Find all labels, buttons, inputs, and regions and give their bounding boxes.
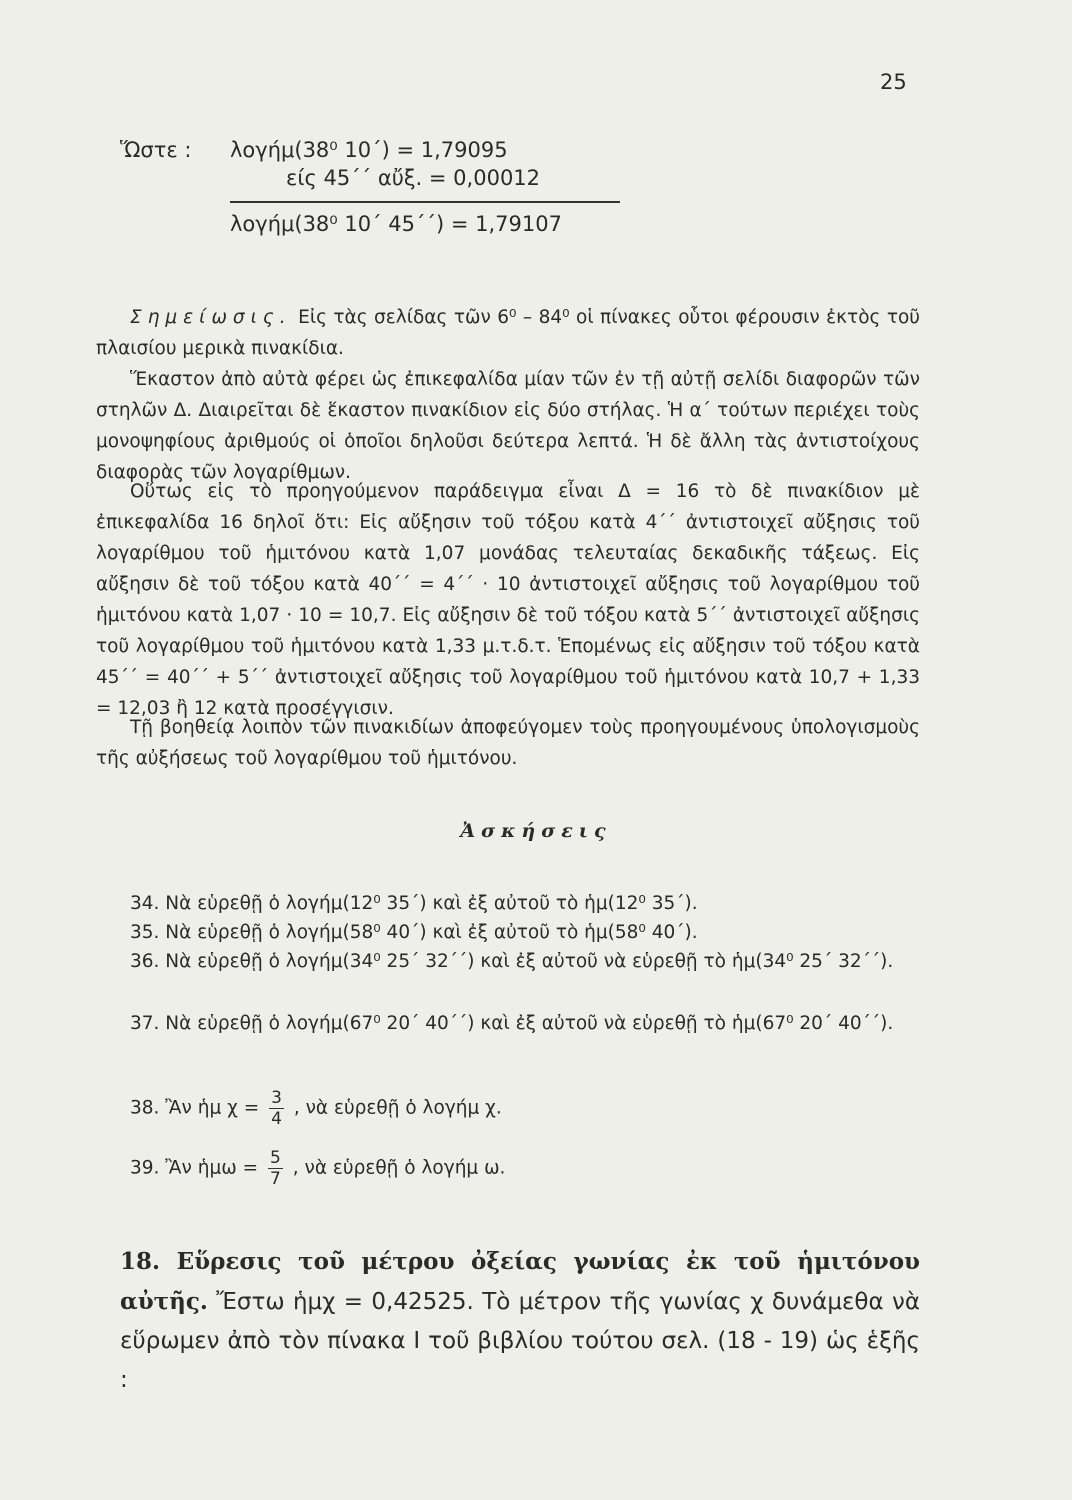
- paragraph-differences: Ἕκαστον ἀπὸ αὐτὰ φέρει ὡς ἐπικεφαλίδα μίαν τῶν ἐν τῇ αὐτῇ σελίδι διαφορῶν τῶν στηλῶν Δ. Διαιρεῖται δὲ ἕκαστον πινακίδιον εἰς δύο στήλας. Ἡ α΄ τούτων περιέχει τοὺς μονοψηφίους ἀριθμούς οἱ ὁποῖοι δηλοῦσι δεύτερα λεπτά. Ἡ δὲ ἄλλη τὰς ἀντιστοίχους διαφορὰς τῶν λογαρίθμων.: [96, 369, 920, 483]
- fraction-denominator: 7: [270, 1169, 281, 1189]
- exercises-heading: Ἀσκήσεις: [460, 820, 612, 842]
- example-line-2: είς 45΄΄ αὔξ. = 0,00012: [286, 166, 541, 190]
- exercise-37: 37. Νὰ εὑρεθῇ ὁ λογήμ(67⁰ 20΄ 40΄΄) καὶ ἐξ αὐτοῦ νὰ εὑρεθῇ τὸ ἡμ(67⁰ 20΄ 40΄΄).: [130, 1013, 894, 1034]
- exercise-38-post: , νὰ εὑρεθῇ ὁ λογήμ χ.: [293, 1097, 502, 1119]
- exercise-39-pre: 39. Ἂν ἡμω =: [130, 1157, 259, 1179]
- exercise-39: [130, 1148, 505, 1189]
- exercise-34: 34. Νὰ εὑρεθῇ ὁ λογήμ(12⁰ 35΄) καὶ ἐξ αὐτοῦ τὸ ἡμ(12⁰ 35΄).: [130, 893, 698, 914]
- fraction-three-quarters: [269, 1088, 284, 1129]
- exercise-35: 35. Νὰ εὑρεθῇ ὁ λογήμ(58⁰ 40΄) καὶ ἐξ αὐτοῦ τὸ ἡμ(58⁰ 40΄).: [130, 922, 698, 943]
- exercise-36: 36. Νὰ εὑρεθῇ ὁ λογήμ(34⁰ 25΄ 32΄΄) καὶ ἐξ αὐτοῦ νὰ εὑρεθῇ τὸ ἡμ(34⁰ 25΄ 32΄΄).: [130, 951, 894, 972]
- exercise-38: [130, 1088, 502, 1129]
- note-text: Εἰς τὰς σελίδας τῶν 6⁰ – 84⁰ οἱ πίνακες οὗτοι φέρουσιν ἐκτὸς τοῦ πλαισίου μερικὰ πινακίδια.: [96, 307, 920, 359]
- example-line-3: λογήμ(38⁰ 10΄ 45΄΄) = 1,79107: [230, 212, 562, 236]
- example-line-1: λογήμ(38⁰ 10΄) = 1,79095: [230, 138, 508, 162]
- fraction-five-sevenths: [268, 1148, 283, 1189]
- section-heading: 18. Εὕρεσις τοῦ μέτρου ὀξείας γωνίας ἐκ τοῦ ἡμιτόνου αὐτῆς.: [120, 1248, 920, 1315]
- note-paragraph: [96, 302, 920, 364]
- section-18: [120, 1242, 920, 1400]
- page-number: 25: [880, 70, 907, 94]
- exercise-38-pre: 38. Ἂν ἡμ χ =: [130, 1097, 260, 1119]
- note-lead: Σημείωσις.: [130, 307, 292, 328]
- example-label: Ὥστε :: [120, 138, 192, 162]
- sum-rule: [230, 201, 620, 203]
- exercise-39-post: , νὰ εὑρεθῇ ὁ λογήμ ω.: [292, 1157, 506, 1179]
- section-text: Ἔστω ἡμχ = 0,42525. Τὸ μέτρον τῆς γωνίας χ δυνάμεθα νὰ εὕρωμεν ἀπὸ τὸν πίνακα Ι τοῦ βιβλίου τούτου σελ. (18 - 19) ὡς ἑξῆς :: [120, 1289, 920, 1393]
- fraction-numerator: 5: [270, 1148, 281, 1168]
- paragraph-example: Οὕτως εἰς τὸ προηγούμενον παράδειγμα εἶναι Δ = 16 τὸ δὲ πινακίδιον μὲ ἐπικεφαλίδα 16 δηλοῖ ὅτι: Εἰς αὔξησιν τοῦ τόξου κατὰ 4΄΄ ἀντιστοιχεῖ αὔξησις τοῦ λογαρίθμου τοῦ ἡμιτόνου κατὰ 1,07 μονάδας τελευταίας δεκαδικῆς τάξεως. Εἰς αὔξησιν δὲ τοῦ τόξου κατὰ 40΄΄ = 4΄΄ · 10 ἀντιστοιχεῖ αὔξησις τοῦ λογαρίθμου τοῦ ἡμιτόνου κατὰ 1,07 · 10 = 10,7. Εἰς αὔξησιν δὲ τοῦ τόξου κατὰ 5΄΄ ἀντιστοιχεῖ αὔξησις τοῦ λογαρίθμου τοῦ ἡμιτόνου κατὰ 1,33 μ.τ.δ.τ. Ἑπομένως εἰς αὔξησιν τοῦ τόξου κατὰ 45΄΄ = 40΄΄ + 5΄΄ ἀντιστοιχεῖ αὔξησις τοῦ λογαρίθμου τοῦ ἡμιτόνου κατὰ 10,7 + 1,33 = 12,03 ἢ 12 κατὰ προσέγγισιν.: [96, 481, 920, 719]
- paragraph-conclusion: Τῇ βοηθείᾳ λοιπὸν τῶν πινακιδίων ἀποφεύγομεν τοὺς προηγουμένους ὑπολογισμοὺς τῆς αὐξήσεως τοῦ λογαρίθμου τοῦ ἡμιτόνου.: [96, 717, 920, 769]
- fraction-denominator: 4: [271, 1109, 282, 1129]
- fraction-numerator: 3: [271, 1088, 282, 1108]
